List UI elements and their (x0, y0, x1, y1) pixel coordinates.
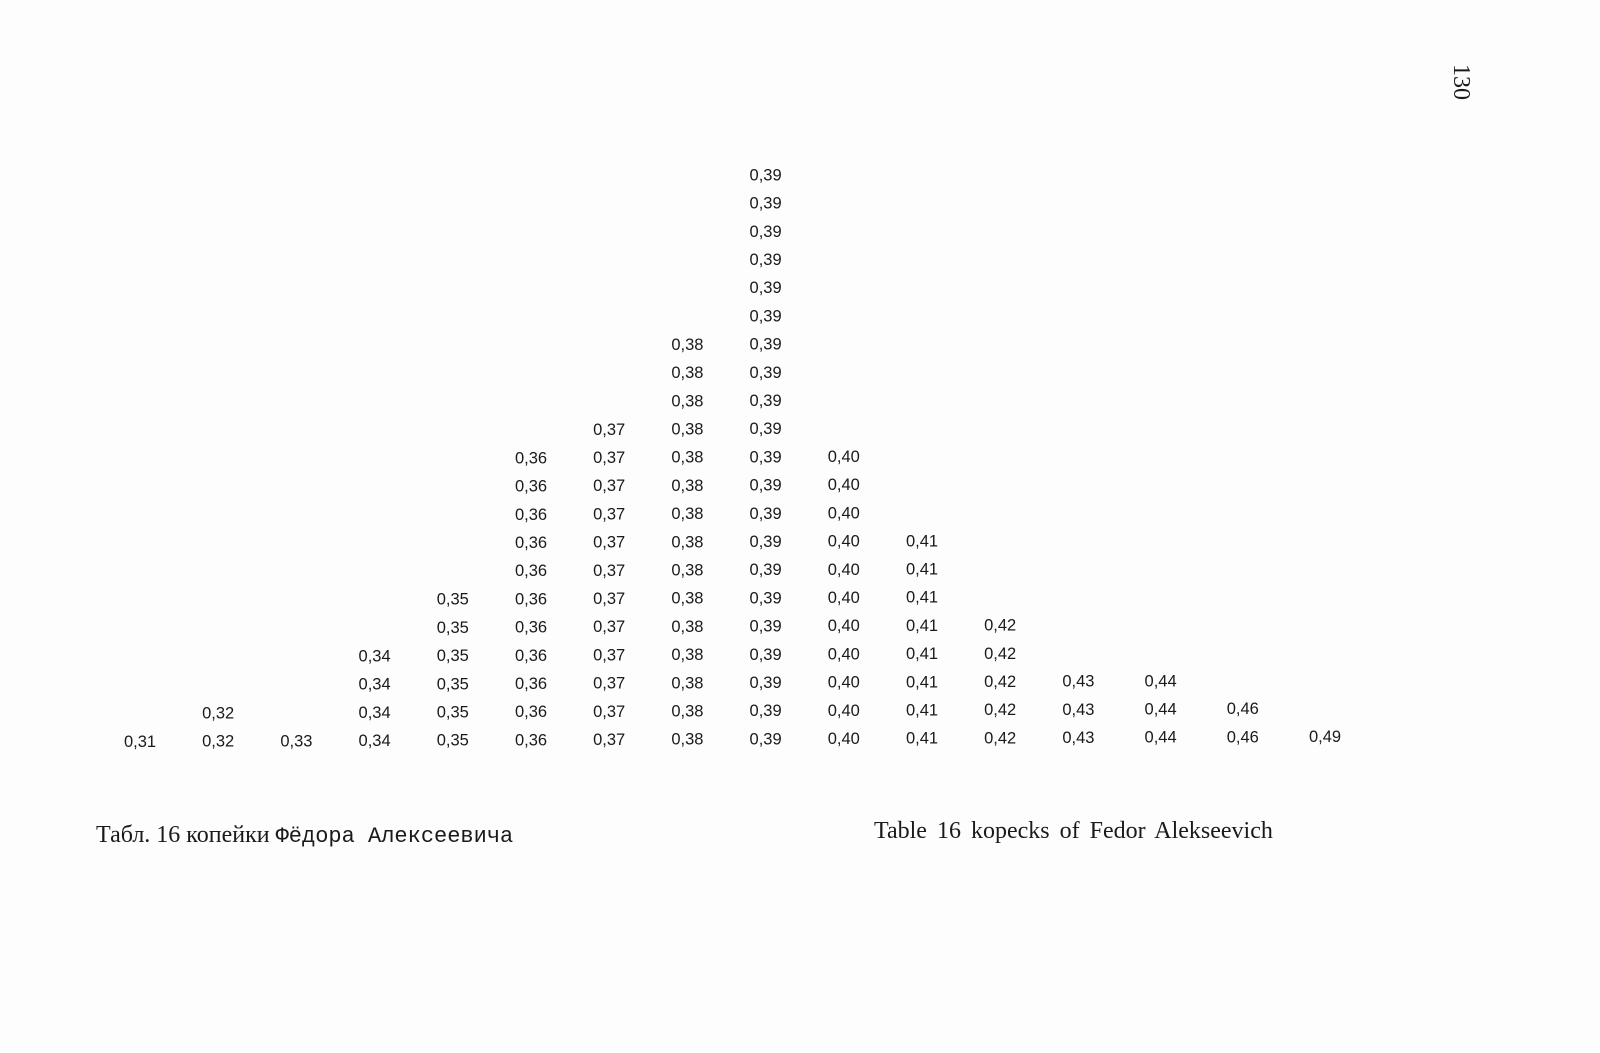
table-cell-value: 0,37 (593, 590, 626, 608)
table-cell-value: 0,39 (749, 617, 782, 636)
caption-russian-name: Фёдора Алексеевича (275, 824, 514, 849)
table-cell-value: 0,34 (358, 675, 391, 694)
table-cell-value: 0,36 (514, 646, 548, 665)
table-cell-value: 0,38 (671, 448, 704, 467)
table-cell-value: 0,39 (749, 194, 782, 213)
table-cell-value: 0,37 (593, 449, 626, 467)
table-cell-value: 0,36 (514, 675, 548, 693)
table-cell-value: 0,40 (827, 673, 860, 692)
table-cell-value: 0,38 (671, 505, 704, 524)
table-cell-value: 0,40 (827, 504, 860, 523)
table-cell-value: 0,43 (1062, 700, 1095, 719)
table-cell-value: 0,39 (749, 504, 782, 523)
caption-english: Table 16 kopecks of Fedor Alekseevich (874, 818, 1273, 844)
table-cell-value: 0,40 (827, 589, 860, 607)
table-cell-value: 0,43 (1062, 729, 1095, 747)
table-cell-value: 0,44 (1144, 672, 1177, 691)
table-cell-value: 0,31 (123, 733, 157, 751)
table-cell-value: 0,39 (749, 730, 782, 749)
table-cell-value: 0,40 (827, 645, 860, 664)
table-cell-value: 0,40 (827, 617, 860, 636)
table-cell-value: 0,37 (593, 420, 626, 439)
table-cell-value: 0,38 (671, 702, 704, 721)
table-cell-value: 0,37 (593, 674, 626, 693)
table-cell-value: 0,39 (749, 420, 782, 439)
table-cell-value: 0,36 (514, 703, 548, 722)
table-cell-value: 0,46 (1226, 700, 1259, 719)
table-cell-value: 0,35 (436, 590, 469, 609)
table-cell-value: 0,40 (827, 448, 860, 466)
table-cell-value: 0,41 (905, 645, 939, 664)
table-cell-value: 0,38 (671, 617, 704, 636)
table-cell-value: 0,40 (827, 532, 860, 551)
table-cell-value: 0,39 (749, 674, 782, 692)
table-cell-value: 0,36 (514, 731, 548, 750)
table-cell-value: 0,38 (671, 561, 704, 580)
table-cell-value: 0,46 (1226, 728, 1259, 747)
table-cell-value: 0,37 (593, 477, 626, 496)
table-cell-value: 0,38 (671, 589, 704, 608)
table-cell-value: 0,40 (827, 476, 860, 495)
table-cell-value: 0,35 (436, 618, 469, 637)
table-cell-value: 0,39 (749, 702, 782, 721)
table-cell-value: 0,37 (593, 533, 626, 552)
table-cell-value: 0,44 (1144, 728, 1177, 747)
table-cell-value: 0,41 (905, 560, 939, 579)
table-cell-value: 0,38 (671, 674, 704, 693)
table-cell-value: 0,39 (749, 589, 782, 608)
table-cell-value: 0,39 (749, 279, 782, 298)
table-cell-value: 0,35 (436, 675, 469, 694)
table-cell-value: 0,41 (905, 729, 939, 748)
table-cell-value: 0,43 (1062, 672, 1095, 691)
table-cell-value: 0,37 (593, 505, 626, 524)
table-cell-value: 0,39 (749, 251, 782, 269)
table-cell-value: 0,36 (514, 477, 548, 496)
table-cell-value: 0,37 (593, 731, 626, 749)
table-cell-value: 0,38 (671, 392, 704, 411)
caption-russian-prefix: Табл. 16 копейки (96, 822, 270, 848)
table-cell-value: 0,39 (749, 392, 782, 410)
table-cell-value: 0,38 (671, 646, 704, 665)
table-cell-value: 0,42 (984, 673, 1017, 691)
table-cell-value: 0,40 (827, 560, 860, 579)
table-cell-value: 0,39 (749, 363, 782, 382)
table-cell-value: 0,35 (436, 647, 469, 666)
table-cell-value: 0,37 (593, 561, 626, 580)
table-cell-value: 0,36 (514, 534, 548, 552)
table-cell-value: 0,32 (202, 732, 235, 751)
table-cell-value: 0,39 (749, 448, 782, 467)
table-cell-value: 0,36 (514, 618, 548, 637)
table-cell-value: 0,35 (436, 731, 469, 750)
table-cell-value: 0,39 (749, 561, 782, 580)
table-cell-value: 0,36 (514, 590, 548, 609)
table-cell-value: 0,36 (514, 505, 548, 524)
table-cell-value: 0,38 (671, 476, 704, 495)
table-cell-value: 0,37 (593, 702, 626, 721)
page-number: 130 (1448, 64, 1474, 100)
table-cell-value: 0,36 (514, 562, 548, 581)
table-cell-value: 0,41 (905, 532, 939, 551)
table-cell-value: 0,38 (671, 730, 704, 749)
table-cell-value: 0,39 (749, 476, 782, 495)
table-cell-value: 0,42 (984, 701, 1017, 720)
table-cell-value: 0,38 (671, 420, 704, 439)
table-cell-value: 0,39 (749, 533, 782, 551)
table-cell-value: 0,39 (749, 335, 782, 354)
caption-russian (96, 822, 513, 849)
table-cell-value: 0,42 (984, 616, 1017, 635)
table-cell-value: 0,40 (827, 730, 860, 748)
table-cell-value: 0,39 (749, 645, 782, 664)
table-cell-value: 0,34 (358, 732, 391, 750)
table-cell-value: 0,37 (593, 646, 626, 665)
table-cell-value: 0,33 (280, 732, 313, 751)
table-cell-value: 0,39 (749, 222, 782, 241)
table-cell-value: 0,34 (358, 703, 391, 722)
table-cell-value: 0,37 (593, 618, 626, 637)
table-cell-value: 0,36 (514, 449, 548, 468)
table-cell-value: 0,38 (671, 335, 704, 354)
table-cell-value: 0,42 (984, 644, 1017, 663)
table-cell-value: 0,39 (749, 307, 782, 326)
table-cell-value: 0,40 (827, 701, 860, 720)
table-cell-value: 0,39 (749, 166, 782, 185)
table-cell-value: 0,41 (905, 673, 939, 692)
table-cell-value: 0,34 (358, 647, 391, 666)
table-cell-value: 0,38 (671, 364, 704, 383)
table-cell-value: 0,49 (1308, 728, 1342, 746)
table-cell-value: 0,41 (905, 701, 939, 720)
table-cell-value: 0,38 (671, 533, 704, 552)
table-cell-value: 0,32 (202, 704, 235, 723)
table-cell-value: 0,41 (905, 588, 939, 607)
table-cell-value: 0,44 (1144, 700, 1177, 719)
table-cell-value: 0,42 (984, 729, 1017, 748)
table-cell-value: 0,41 (905, 616, 939, 635)
table-cell-value: 0,35 (436, 703, 469, 722)
